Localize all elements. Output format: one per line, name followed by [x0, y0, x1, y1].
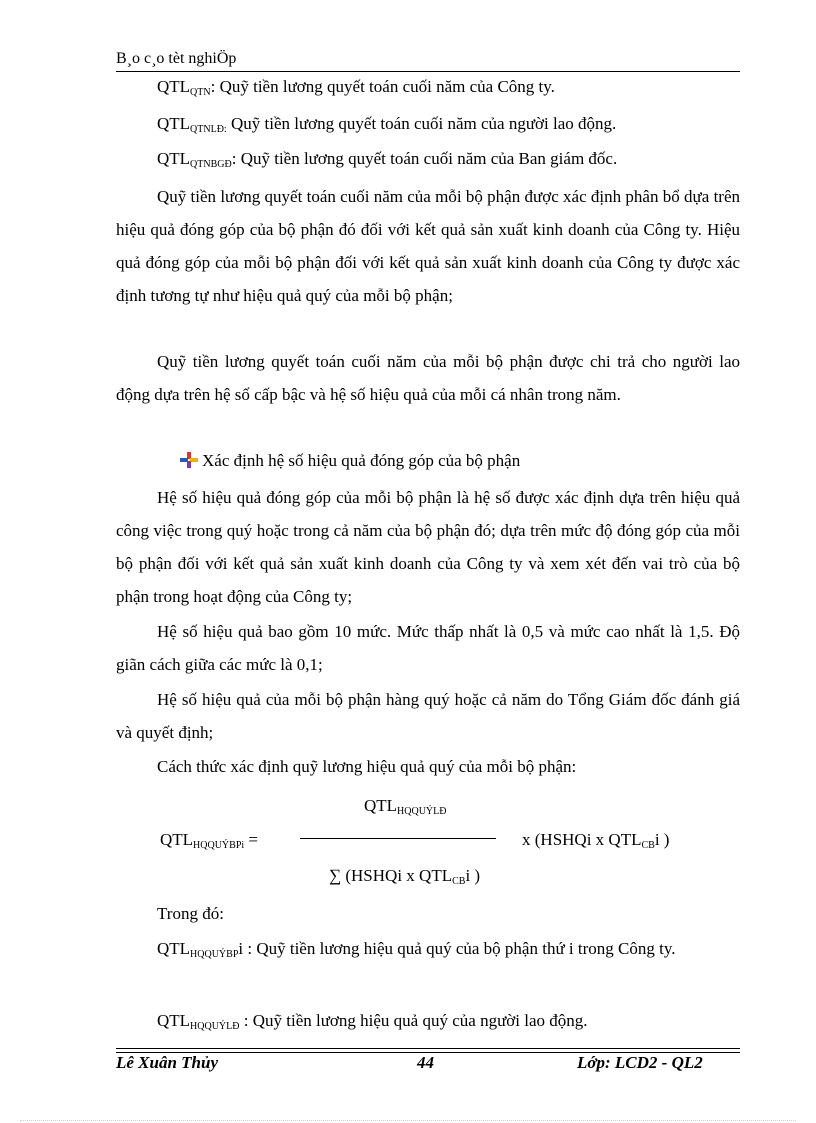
- formula-denominator: [329, 866, 480, 886]
- def-text: : Quỹ tiền lương quyết toán cuối năm của Công ty.: [210, 77, 555, 96]
- formula-rhs-sub: CB: [641, 840, 655, 851]
- formula-den-pre: ∑ (HSHQi x QTL: [329, 866, 453, 885]
- def-text: Quỹ tiền lương quyết toán cuối năm của người lao động.: [226, 114, 617, 133]
- paragraph-4: Hệ số hiệu quả bao gồm 10 mức. Mức thấp nhất là 0,5 và mức cao nhất là 1,5. Độ giãn cách giữa các mức là 0,1;: [116, 622, 740, 674]
- formula-rhs-pre: x (HSHQi x QTL: [522, 830, 642, 849]
- def-text: i : Quỹ tiền lương hiệu quả quý của bộ phận thứ i trong Công ty.: [238, 939, 676, 958]
- formula-num-base: QTL: [364, 796, 398, 815]
- page-bottom-edge: [20, 1120, 796, 1121]
- def-subscript: HQQUÝLĐ: [190, 1021, 240, 1032]
- formula-equals: =: [244, 830, 259, 849]
- fraction-bar: [300, 838, 496, 839]
- definition-qtl-qtnld: [157, 113, 616, 135]
- paragraph-3: Hệ số hiệu quả đóng góp của mỗi bộ phận là hệ số được xác định dựa trên hiệu quả công việc trong quý hoặc trong cả năm của bộ phận đó; dựa trên mức độ đóng góp của mỗi bộ phận đối với kết quả sản xuất kinh doanh của Công ty và xem xét đến vai trò của bộ phận trong hoạt động của Công ty;: [116, 488, 740, 606]
- def-base: QTL: [157, 939, 191, 958]
- def-base: QTL: [157, 114, 191, 133]
- def-text: : Quỹ tiền lương hiệu quả quý của người lao động.: [239, 1011, 588, 1030]
- formula-lhs: [160, 830, 258, 850]
- section-heading-bullet: [180, 449, 520, 473]
- def-base: QTL: [157, 77, 191, 96]
- def-subscript: QTNLĐ:: [190, 124, 227, 135]
- definition-qtl-qtnbgd: [157, 148, 617, 170]
- formula-rhs-post: i ): [654, 830, 670, 849]
- footer-divider-top: [116, 1048, 740, 1049]
- paragraph-2: Quỹ tiền lương quyết toán cuối năm của mỗi bộ phận được chi trả cho người lao động dựa trên hệ số cấp bậc và hệ số hiệu quả của mỗi cá nhân trong năm.: [116, 352, 740, 404]
- def-subscript: QTN: [190, 87, 211, 98]
- paragraph-7: Trong đó:: [157, 904, 224, 923]
- section-heading-text: Xác định hệ số hiệu quả đóng góp của bộ phận: [202, 451, 521, 470]
- def-base: QTL: [157, 149, 191, 168]
- footer-class: Lớp: LCD2 - QL2: [577, 1053, 703, 1072]
- def-subscript: QTNBGĐ: [190, 159, 232, 170]
- definition-qtl-hqquyld: [116, 1004, 740, 1037]
- report-header: B¸o c¸o tèt nghiÖp: [116, 50, 237, 67]
- formula-lhs-base: QTL: [160, 830, 194, 849]
- definition-qtl-hqquybpi: [116, 932, 740, 965]
- paragraph-5: Hệ số hiệu quả của mỗi bộ phận hàng quý hoặc cả năm do Tổng Giám đốc đánh giá và quyết định;: [116, 690, 740, 742]
- four-color-bullet-icon: [180, 452, 198, 468]
- formula-den-post: i ): [465, 866, 481, 885]
- header-divider: [116, 71, 740, 72]
- paragraph-1: Quỹ tiền lương quyết toán cuối năm của mỗi bộ phận được xác định phân bổ dựa trên hiệu quả đóng góp của bộ phận đó đối với kết quả sản xuất kinh doanh của Công ty. Hiệu quả đóng góp của mỗi bộ phận đối với kết quả sản xuất kinh doanh của Công ty được xác định tương tự như hiệu quả quý của mỗi bộ phận;: [116, 187, 740, 305]
- formula-lhs-sub: HQQUÝBPi: [193, 840, 245, 851]
- def-base: QTL: [157, 1011, 191, 1030]
- formula-multiplier: [522, 830, 669, 850]
- formula-den-sub: CB: [452, 876, 466, 887]
- def-text: : Quỹ tiền lương quyết toán cuối năm của Ban giám đốc.: [231, 149, 618, 168]
- footer-page-number: 44: [417, 1053, 434, 1072]
- formula-num-sub: HQQUÝLĐ: [397, 806, 447, 817]
- def-subscript: HQQUÝBP: [190, 949, 239, 960]
- formula-numerator: [364, 796, 447, 816]
- definition-qtl-qtn: [157, 76, 555, 98]
- paragraph-6: Cách thức xác định quỹ lương hiệu quả quý của mỗi bộ phận:: [157, 757, 577, 776]
- footer-author: Lê Xuân Thủy: [116, 1053, 219, 1072]
